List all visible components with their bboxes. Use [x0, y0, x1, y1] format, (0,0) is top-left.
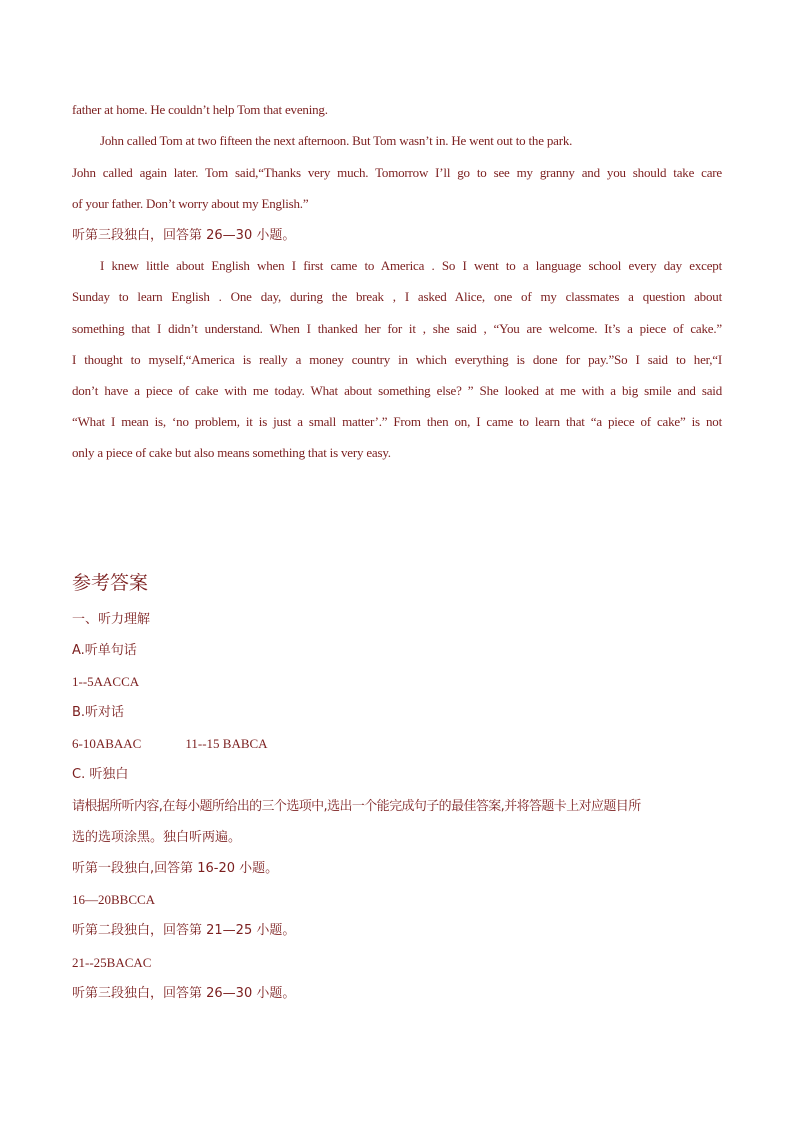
passage-line: of your father. Don’t worry about my English.”: [72, 196, 309, 211]
instruction-line: 选的选项涂黑。独白听两遍。: [72, 830, 242, 845]
passage-line: Sunday to learn English . One day, during the break , I asked Alice, one of my classmates a question about: [72, 289, 722, 304]
passage-line: something that I didn’t understand. When I thanked her for it , she said , “You are welcome. It’s a piece of cake.”: [72, 321, 722, 336]
passage-line: “What I mean is, ‘no problem, it is just a small matter’.” From then on, I came to learn that “a piece of cake” is not: [72, 414, 722, 429]
section-heading: 听第三段独白，回答第 26—30 小题。: [72, 228, 296, 243]
section-heading: 听第二段独白，回答第 21—25 小题。: [72, 923, 296, 938]
instruction-line: 请根据所听内容,在每小题所给出的三个选项中,选出一个能完成句子的最佳答案,并将答题卡上对应题目所: [72, 799, 641, 814]
subsection-label: A.听单句话: [72, 643, 137, 658]
section-heading: 听第三段独白，回答第 26—30 小题。: [72, 986, 296, 1001]
answer-group: 11--15 BABCA: [185, 736, 268, 751]
subsection-label: B.听对话: [72, 705, 125, 720]
passage-line: don’t have a piece of cake with me today. What about something else? ” She looked at me with a big smile and said: [72, 383, 722, 398]
section-heading: 听第一段独白,回答第 16-20 小题。: [72, 861, 279, 876]
passage-line: John called Tom at two fifteen the next afternoon. But Tom wasn’t in. He went out to the park.: [100, 133, 573, 148]
part-heading: 一、听力理解: [72, 612, 151, 627]
answer-key-title: 参考答案: [72, 572, 149, 594]
passage-line: father at home. He couldn’t help Tom that evening.: [72, 102, 328, 117]
passage-line: I knew little about English when I first came to America . So I went to a language school every day except: [100, 258, 722, 273]
answer-line: 21--25BACAC: [72, 955, 152, 970]
subsection-label: C. 听独白: [72, 767, 129, 782]
passage-line: I thought to myself,“America is really a money country in which everything is done for pay.”So I said to her,“I: [72, 352, 722, 367]
passage-line: John called again later. Tom said,“Thanks very much. Tomorrow I’ll go to see my granny and you should take care: [72, 165, 722, 180]
answer-group: 6-10ABAAC: [72, 736, 142, 751]
answer-line: 1--5AACCA: [72, 674, 140, 689]
answer-line: 16—20BBCCA: [72, 892, 156, 907]
answer-line: [72, 734, 268, 754]
passage-line: only a piece of cake but also means something that is very easy.: [72, 445, 391, 460]
